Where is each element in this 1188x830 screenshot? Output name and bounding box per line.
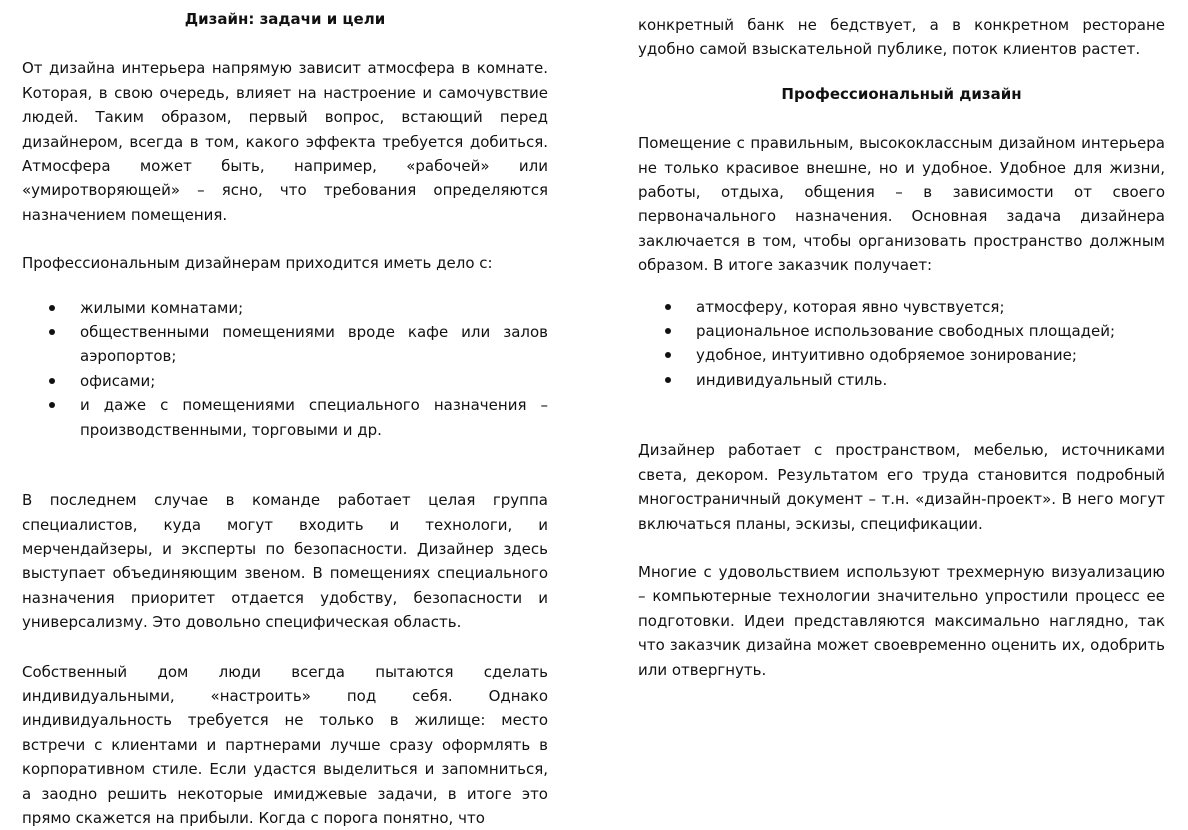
bullet-icon bbox=[665, 352, 671, 358]
left-column bbox=[22, 0, 548, 830]
list-item: атмосферу, которая явно чувствуется; bbox=[638, 295, 1165, 319]
paragraph-visualization: Многие с удовольствием используют трехмерную визуализацию – компьютерные технологии значительно упростили процесс ее подготовки. Идеи представляются максимально наглядно, так что заказчик дизайна может своевременно оценить их, одобрить или отвергнуть. bbox=[638, 562, 1165, 679]
bullet-icon bbox=[49, 402, 55, 408]
bullet-icon bbox=[665, 377, 671, 383]
bullet-icon bbox=[49, 329, 55, 335]
bullet-icon bbox=[49, 378, 55, 384]
section-title-professional-design: Профессиональный дизайн bbox=[781, 84, 1022, 103]
bullet-icon bbox=[665, 304, 671, 310]
list-item: жилыми комнатами; bbox=[22, 296, 548, 320]
list-item: и даже с помещениями специального назначения – производственными, торговыми и др. bbox=[22, 393, 548, 442]
paragraph-continuation: конкретный банк не бедствует, а в конкретном ресторане удобно самой взыскательной публике, поток клиентов растет. bbox=[638, 16, 1165, 59]
right-column bbox=[638, 0, 1165, 682]
bullet-icon bbox=[49, 305, 55, 311]
paragraph-quality-interior: Помещение с правильным, высококлассным дизайном интерьера не только красивое внешне, но и удобное. Удобное для жизни, работы, отдыха, общения – в зависимости от своего первоначального назначения. Основная задача дизайнера заключается в том, чтобы организовать пространство должным образом. В итоге заказчик получает: bbox=[638, 134, 1165, 275]
paragraph-design-project: Дизайнер работает с пространством, мебелью, источниками света, декором. Результатом его труда становится подробный многостраничный документ – т.н. «дизайн-проект». В него могут включаться планы, эскизы, спецификации. bbox=[638, 441, 1165, 533]
paragraph-atmosphere: От дизайна интерьера напрямую зависит атмосфера в комнате. Которая, в свою очередь, влияет на настроение и самочувствие людей. Таким образом, первый вопрос, встающий перед дизайнером, всегда в том, какого эффекта требуется добиться. Атмосфера может быть, например, «рабочей» или «умиротворяющей» – ясно, что требования определяются назначением помещения. bbox=[22, 59, 548, 224]
paragraph-professionals-intro: Профессиональным дизайнерам приходится иметь дело с: bbox=[22, 254, 493, 273]
list-item: общественными помещениями вроде кафе или залов аэропортов; bbox=[22, 320, 548, 369]
paragraph-individuality: Собственный дом люди всегда пытаются сделать индивидуальными, «настроить» под себя. Однако индивидуальность требуется не только в жилище: место встречи с клиентами и партнерами лучше сразу оформлять в корпоративном стиле. Если удастся выделиться и запомниться, а заодно решить некоторые имиджевые задачи, в итоге это прямо скажется на прибыли. Когда с порога понятно, что bbox=[22, 662, 548, 827]
bullet-icon bbox=[665, 328, 671, 334]
list-item: офисами; bbox=[22, 369, 548, 393]
paragraph-special-premises: В последнем случае в команде работает целая группа специалистов, куда могут входить и технологи, и мерчендайзеры, и эксперты по безопасности. Дизайнер здесь выступает объединяющим звеном. В помещениях специального назначения приоритет отдается удобству, безопасности и универсализму. Это довольно специфическая область. bbox=[22, 491, 548, 632]
list-item: рациональное использование свободных площадей; bbox=[638, 319, 1165, 343]
section-title-design-goals: Дизайн: задачи и цели bbox=[184, 10, 386, 28]
list-item: индивидуальный стиль. bbox=[638, 368, 1165, 392]
client-gets-list bbox=[638, 295, 1165, 393]
list-item: удобное, интуитивно одобряемое зонирование; bbox=[638, 343, 1165, 367]
premises-list bbox=[22, 296, 548, 442]
